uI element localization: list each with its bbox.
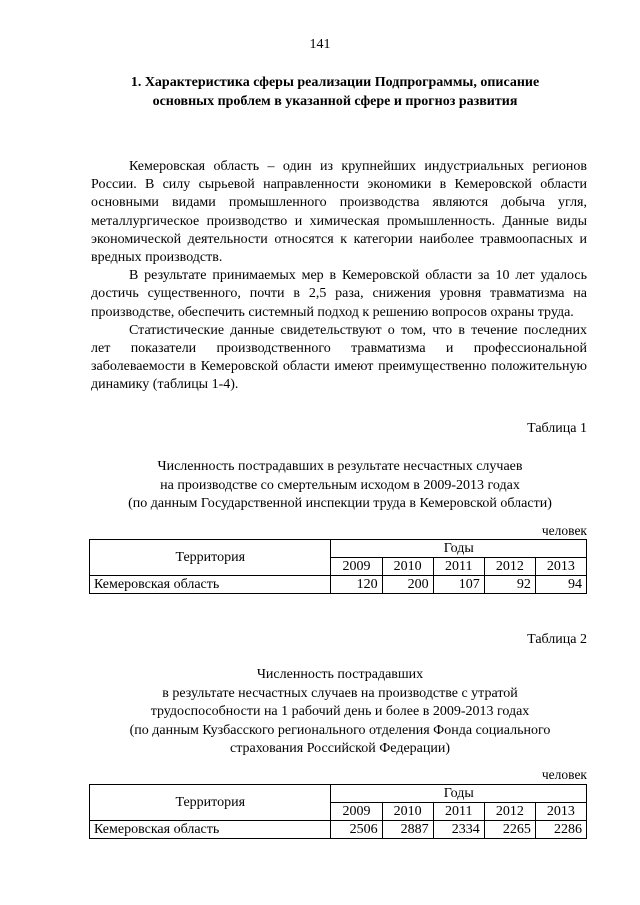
paragraph: Статистические данные свидетельствуют о том, что в течение последних лет показатели производственного травматизма и профессиональной заболеваемости в Кемеровской области имеют преимущественно положительную динамику (таблицы 1-4). (91, 322, 587, 393)
table-row (90, 576, 587, 594)
table-1-unit: человек (541, 523, 587, 538)
cell-value: 2265 (484, 821, 535, 839)
year-header: 2009 (331, 558, 382, 576)
paragraph: В результате принимаемых мер в Кемеровской области за 10 лет удалось достичь существенного, почти в 2,5 раза, снижения уровня травматизма на производстве, обеспечить системный подход к решению вопросов охраны труда. (91, 268, 587, 320)
cell-value: 2887 (382, 821, 433, 839)
year-header: 2011 (433, 803, 484, 821)
table-2 (89, 784, 587, 839)
year-header: 2010 (382, 803, 433, 821)
year-header: 2013 (535, 803, 586, 821)
page-number: 141 (309, 37, 331, 52)
table-1-title-line: Численность пострадавших в результате несчастных случаев (157, 459, 523, 474)
table-1-title-line: (по данным Государственной инспекции труда в Кемеровской области) (128, 496, 552, 511)
section-heading-line-1: 1. Характеристика сферы реализации Подпрограммы, описание (130, 75, 540, 90)
table-2-title-line: трудоспособности на 1 рабочий день и более в 2009-2013 годах (150, 704, 530, 719)
cell-value: 92 (484, 576, 535, 594)
row-territory: Кемеровская область (90, 576, 331, 594)
cell-value: 94 (535, 576, 586, 594)
cell-value: 200 (382, 576, 433, 594)
year-header: 2013 (535, 558, 586, 576)
table-2-label: Таблица 2 (527, 632, 587, 647)
table-2-unit: человек (541, 767, 587, 782)
row-territory: Кемеровская область (90, 821, 331, 839)
paragraph: Кемеровская область – один из крупнейших индустриальных регионов России. В силу сырьевой направленности экономики в Кемеровской области основными видами промышленного производства являются добыча угля, металлургическое производство и химическая промышленность. Данные виды экономической деятельности относятся к категории наиболее травмоопасных и вредных производств. (91, 159, 587, 266)
year-header: 2012 (484, 558, 535, 576)
cell-value: 107 (433, 576, 484, 594)
table-2-title-line: страхования Российской Федерации) (229, 741, 451, 756)
column-header-years: Годы (331, 540, 587, 558)
table-2-title-line: Численность пострадавших (256, 667, 424, 682)
table-2-title-line: в результате несчастных случаев на производстве с утратой (162, 685, 518, 701)
cell-value: 2506 (331, 821, 382, 839)
table-header-row (90, 785, 587, 803)
cell-value: 2286 (535, 821, 586, 839)
section-heading-line-2: основных проблем в указанной сфере и прогноз развития (152, 94, 518, 109)
column-header-territory: Территория (90, 540, 331, 576)
year-header: 2012 (484, 803, 535, 821)
year-header: 2009 (331, 803, 382, 821)
table-2-title-line: (по данным Кузбасского регионального отделения Фонда социального (129, 722, 551, 738)
year-header: 2010 (382, 558, 433, 576)
table-row (90, 821, 587, 839)
column-header-years: Годы (331, 785, 587, 803)
column-header-territory: Территория (90, 785, 331, 821)
cell-value: 2334 (433, 821, 484, 839)
table-1-label: Таблица 1 (527, 421, 587, 436)
table-1-title-line: на производстве со смертельным исходом в 2009-2013 годах (160, 477, 520, 493)
table-1-title (60, 458, 620, 514)
table-1 (89, 539, 587, 594)
body-text (91, 158, 587, 395)
cell-value: 120 (331, 576, 382, 594)
table-2-title (60, 666, 620, 759)
table-header-row (90, 540, 587, 558)
section-heading (80, 73, 590, 111)
year-header: 2011 (433, 558, 484, 576)
